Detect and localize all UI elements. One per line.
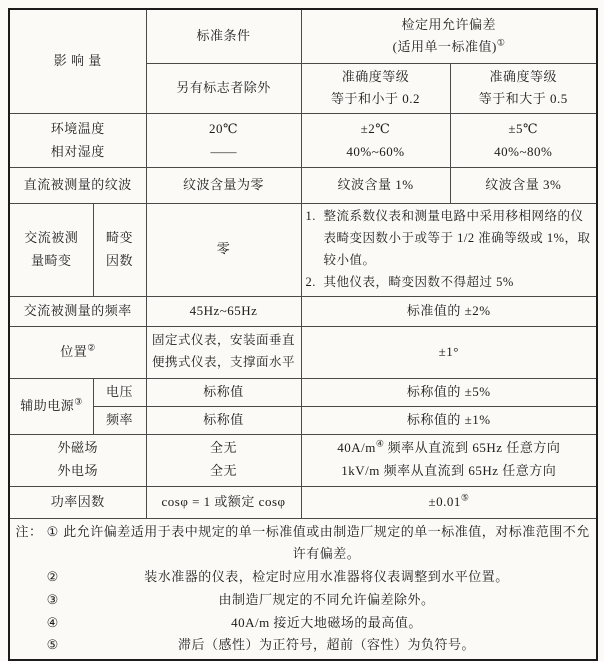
row-aux-frequency [9,406,597,434]
cell-position-label: 位置② [9,326,146,378]
row-ac-frequency [9,296,597,326]
header-standard-conditions-note: 另有标志者除外 [146,63,301,114]
footnote-ref-4: ④ [375,438,384,449]
cell-aux-freq-value: 标称值的 ±1% [301,406,597,434]
row-position [9,326,597,378]
row-notes [9,518,597,660]
footnote-ref-3: ③ [74,396,83,407]
header-standard-conditions: 标准条件 [146,9,301,63]
header-influence-label: 影 响 量 [53,53,102,69]
cell-distortion-label: 交流被测 量畸变 [9,204,93,297]
footnote-ref-1: ① [496,37,505,48]
cell-aux-voltage-std: 标称值 [146,378,301,406]
row-power-factor [9,486,597,518]
row-aux-voltage [9,378,597,406]
magnetic-field-value: 40A/m④ 频率从直流到 65Hz 任意方向 [337,438,561,456]
header-accuracy-class-ge-05: 准确度等级 等于和大于 0.5 [450,63,597,114]
cell-distortion-requirements [301,204,597,297]
cell-ripple-std: 纹波含量为零 [146,168,301,204]
cell-ripple-class-big: 纹波含量 3% [450,168,597,204]
note-item-4: ④ 40A/m 接近大地磁场的最高值。 [46,614,422,630]
cell-pf-value: ±0.01⑤ [301,486,597,518]
cell-freq-value: 标准值的 ±2% [301,296,597,326]
cell-fields-label: 外磁场 外电场 [9,434,146,486]
cell-pf-label: 功率因数 [9,486,146,518]
cell-fields-value [301,434,597,486]
cell-env-class-small: ±2℃ 40%~60% [301,114,450,168]
distortion-item-2: 2. 其他仪表，畸变因数不得超过 5% [305,274,514,289]
cell-distortion-std: 零 [146,204,301,297]
header-accuracy-class-le-02: 准确度等级 等于和小于 0.2 [301,63,450,114]
cell-aux-freq-label: 频率 [93,406,146,434]
footnote-ref-2: ② [87,342,96,353]
header-permissible-deviation [301,9,597,63]
row-environment [9,114,597,168]
distortion-item-1: 1. 整流系数仪表和测量电路中采用移相网络的仪表畸变因数小于或等于 1/2 准确等级或 1%，取较小值。 [305,209,591,267]
cell-env-class-big: ±5℃ 40%~80% [450,114,597,168]
row-dc-ripple [9,168,597,204]
note-item-2: ② 装水准器的仪表，检定时应用水准器将仪表调整到水平位置。 [46,569,509,584]
footnote-ref-5: ⑤ [460,492,469,503]
row-external-fields [9,434,597,486]
deviation-title-line2: (适用单一标准值)① [392,37,505,55]
cell-pf-std: cosφ = 1 或额定 cosφ [146,486,301,518]
cell-aux-voltage-label: 电压 [93,378,146,406]
notes-section [9,518,597,660]
note-item-3: ③ 由制造厂规定的不同允许偏差除外。 [46,591,435,607]
cell-freq-label: 交流被测量的频率 [9,296,146,326]
verification-deviation-table [8,8,598,661]
cell-aux-label: 辅助电源③ [9,378,93,434]
cell-ripple-class-small: 纹波含量 1% [301,168,450,204]
cell-distortion-factor-label: 畸变 因数 [93,204,146,297]
notes-prefix: 注： [15,523,43,539]
cell-env-label: 环境温度 相对湿度 [9,114,146,168]
cell-ripple-label: 直流被测量的纹波 [9,168,146,204]
note-item-1: 注： ① 此允许偏差适用于表中规定的单一标准值或由制造厂规定的单一标准值，对标准范围不允许有偏差。 [14,521,592,567]
cell-position-std: 固定式仪表，安装面垂直 便携式仪表，支撑面水平 [146,326,301,378]
cell-aux-voltage-value: 标称值的 ±5% [301,378,597,406]
note-item-5: ⑤ 滞后（感性）为正符号，超前（容性）为负符号。 [46,637,476,653]
cell-fields-std: 全无 全无 [146,434,301,486]
cell-freq-std: 45Hz~65Hz [146,296,301,326]
deviation-title-line1: 检定用允许偏差 [401,16,497,32]
electric-field-value: 1kV/m 频率从直流到 65Hz 任意方向 [341,463,557,478]
cell-aux-freq-std: 标称值 [146,406,301,434]
row-ac-distortion [9,204,597,297]
header-influence-quantity [9,9,146,114]
header-row-1 [9,9,597,63]
cell-env-std: 20℃ —— [146,114,301,168]
cell-position-value: ±1° [301,326,597,378]
